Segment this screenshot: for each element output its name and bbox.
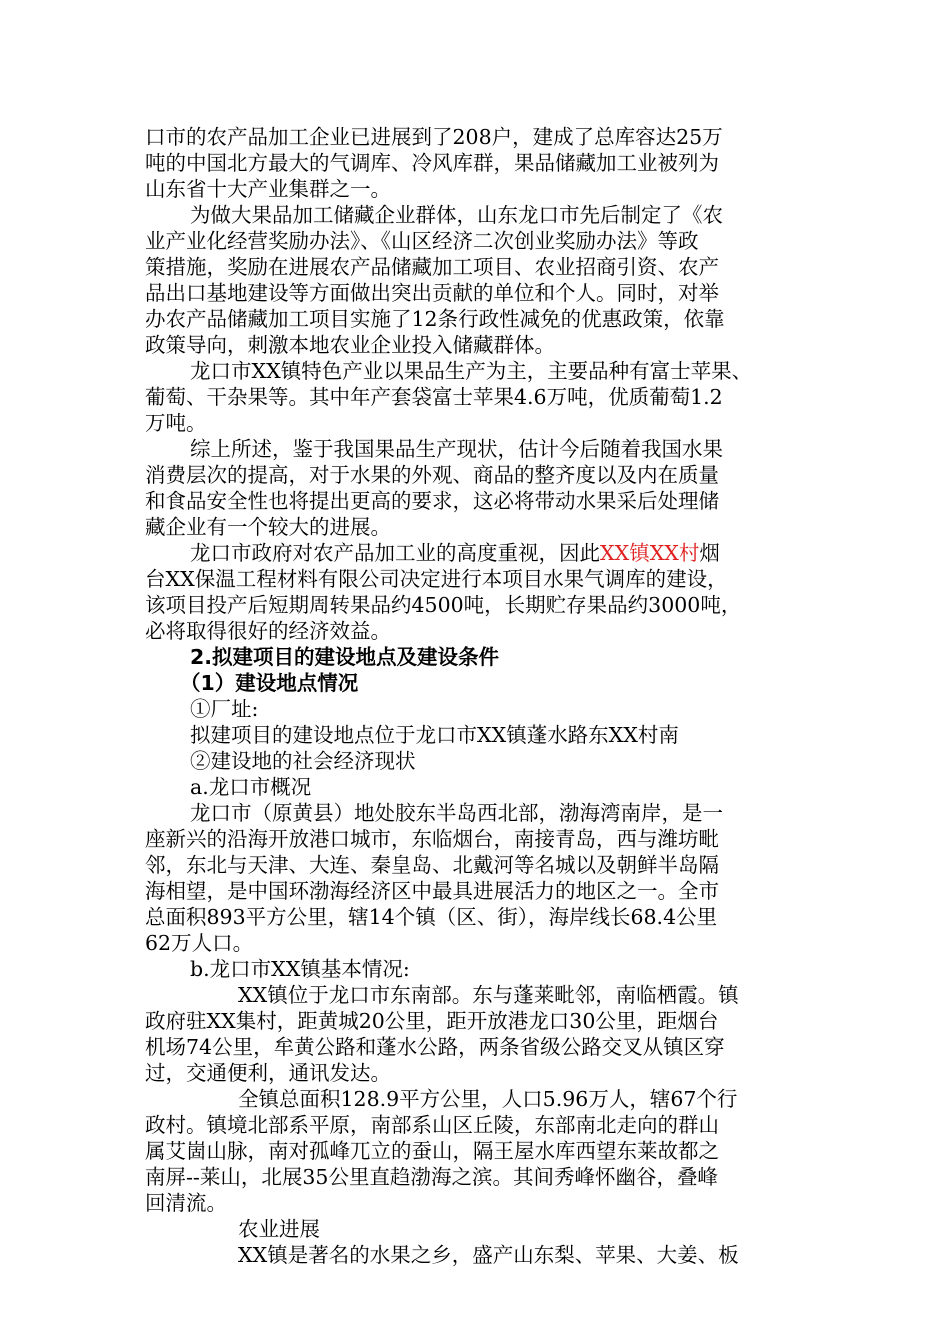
highlighted-location-text: XX镇XX村 bbox=[600, 541, 700, 565]
body-line: 万吨。 bbox=[145, 411, 207, 435]
paragraph-start-line: 全镇总面积128.9平方公里，人口5.96万人，辖67个行 bbox=[238, 1087, 738, 1111]
body-line: 邻，东北与天津、大连、秦皇岛、北戴河等名城以及朝鲜半岛隔 bbox=[145, 853, 719, 877]
body-line: 政府驻XX集村，距黄城20公里，距开放港龙口30公里，距烟台 bbox=[145, 1009, 719, 1033]
body-line: 南屏--莱山，北展35公里直趋渤海之滨。其间秀峰怀幽谷，叠峰 bbox=[145, 1165, 718, 1189]
body-line: 藏企业有一个较大的进展。 bbox=[145, 515, 391, 539]
body-line: 总面积893平方公里，辖14个镇（区、街），海岸线长68.4公里 bbox=[145, 905, 718, 929]
body-line: 属艾崮山脉，南对孤峰兀立的蚕山，隔王屋水库西望东莱故都之 bbox=[145, 1139, 719, 1163]
paragraph-start-line: 综上所述，鉴于我国果品生产现状，估计今后随着我国水果 bbox=[190, 437, 723, 461]
body-line: 葡萄、干杂果等。其中年产套袋富士苹果4.6万吨，优质葡萄1.2 bbox=[145, 385, 723, 409]
paragraph-start-line: XX镇位于龙口市东南部。东与蓬莱毗邻，南临栖霞。镇 bbox=[238, 983, 739, 1007]
body-line: 海相望，是中国环渤海经济区中最具进展活力的地区之一。全市 bbox=[145, 879, 719, 903]
body-line: 策措施，奖励在进展农产品储藏加工项目、农业招商引资、农产 bbox=[145, 255, 719, 279]
body-line: 62万人口。 bbox=[145, 931, 254, 955]
paragraph-start-line: XX镇是著名的水果之乡，盛产山东梨、苹果、大姜、板 bbox=[238, 1243, 739, 1267]
body-line: 机场74公里，牟黄公路和蓬水公路，两条省级公路交叉从镇区穿 bbox=[145, 1035, 725, 1059]
body-line: 消费层次的提高，对于水果的外观、商品的整齐度以及内在质量 bbox=[145, 463, 719, 487]
item-label: 农业进展 bbox=[238, 1217, 320, 1241]
section-heading: 2.拟建项目的建设地点及建设条件 bbox=[190, 645, 500, 669]
body-line: 和食品安全性也将提出更高的要求，这必将带动水果采后处理储 bbox=[145, 489, 719, 513]
body-line: 回清流。 bbox=[145, 1191, 227, 1215]
body-line: 政策导向，刺激本地农业企业投入储藏群体。 bbox=[145, 333, 555, 357]
body-line: 过，交通便利，通讯发达。 bbox=[145, 1061, 391, 1085]
body-line: 必将取得很好的经济效益。 bbox=[145, 619, 391, 643]
body-line: 台XX保温工程材料有限公司决定进行本项目水果气调库的建设， bbox=[145, 567, 728, 591]
body-line: 山东省十大产业集群之一。 bbox=[145, 177, 391, 201]
body-line: 业产业化经营奖励办法》、《山区经济二次创业奖励办法》等政 bbox=[145, 229, 699, 253]
body-line: 该项目投产后短期周转果品约4500吨，长期贮存果品约3000吨， bbox=[145, 593, 742, 617]
body-line: 品出口基地建设等方面做出突出贡献的单位和个人。同时，对举 bbox=[145, 281, 719, 305]
body-line: 拟建项目的建设地点位于龙口市XX镇蓬水路东XX村南 bbox=[190, 723, 679, 747]
body-line: 政村。镇境北部系平原，南部系山区丘陵，东部南北走向的群山 bbox=[145, 1113, 719, 1137]
paragraph-start-line: 为做大果品加工储藏企业群体，山东龙口市先后制定了《农 bbox=[190, 203, 723, 227]
body-text: 烟 bbox=[699, 541, 720, 565]
item-label: ①厂址: bbox=[190, 697, 259, 721]
paragraph-start-line: 龙口市（原黄县）地处胶东半岛西北部，渤海湾南岸，是一 bbox=[190, 801, 723, 825]
paragraph-start-line: 龙口市XX镇特色产业以果品生产为主，主要品种有富士苹果、 bbox=[190, 359, 753, 383]
body-text: 龙口市政府对农产品加工业的高度重视，因此 bbox=[190, 541, 600, 565]
item-label: ②建设地的社会经济现状 bbox=[190, 749, 416, 773]
body-line: 口市的农产品加工企业已进展到了208户，建成了总库容达25万 bbox=[145, 125, 723, 149]
body-line: 办农产品储藏加工项目实施了12条行政性减免的优惠政策，依靠 bbox=[145, 307, 725, 331]
paragraph-start-line bbox=[190, 540, 720, 566]
subsection-heading: （1）建设地点情况 bbox=[180, 671, 359, 695]
item-label: a.龙口市概况 bbox=[190, 775, 312, 799]
item-label: b.龙口市XX镇基本情况: bbox=[190, 957, 410, 981]
body-line: 座新兴的沿海开放港口城市，东临烟台，南接青岛，西与潍坊毗 bbox=[145, 827, 719, 851]
body-line: 吨的中国北方最大的气调库、冷风库群，果品储藏加工业被列为 bbox=[145, 151, 719, 175]
